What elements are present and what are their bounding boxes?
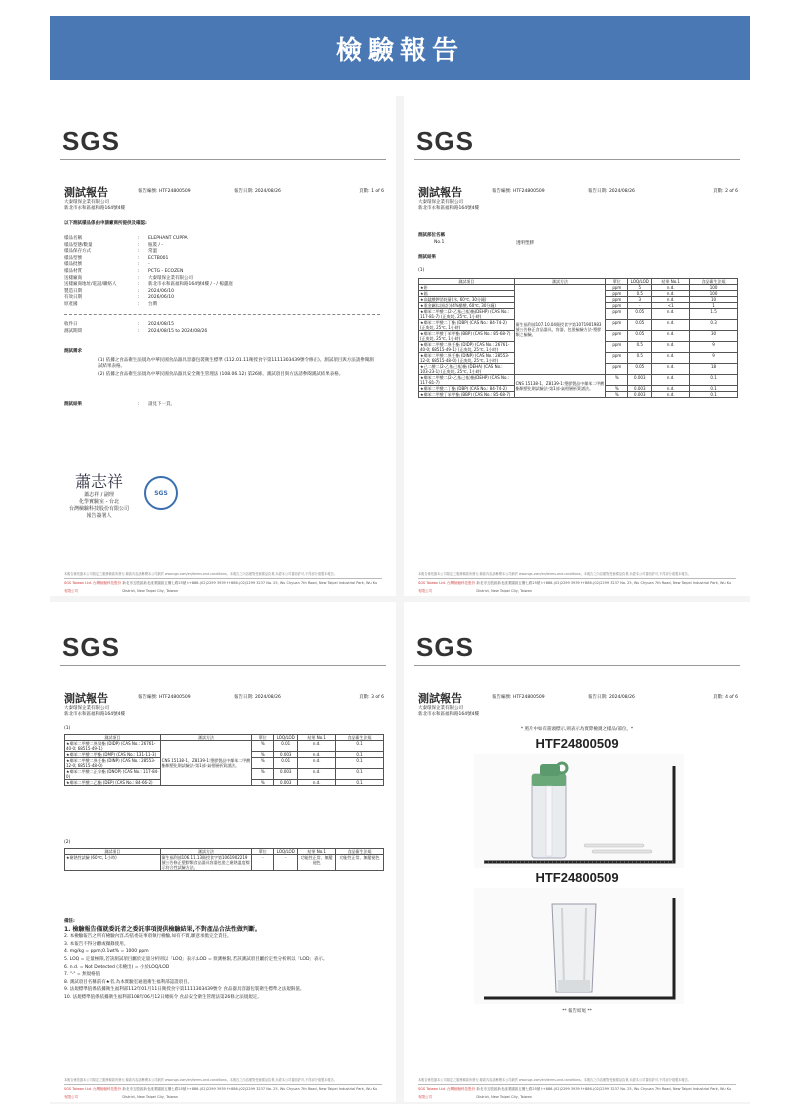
col-header: LOQ/LOD <box>274 849 298 855</box>
cell-result: n.d. <box>652 309 690 320</box>
footer-text: 本報告係依據本公司規定之服務條款所發行,條款內容請參閱本公司網頁 www.sgs.com/en/terms-and-conditions。本報告之內容僅對受檢樣品負責,未經本公司書面許可,不得部分複製本報告。 <box>64 572 337 576</box>
photo-label: HTF24800509 <box>535 870 619 885</box>
result-table <box>418 278 738 398</box>
cell-unit: ppm <box>606 285 628 291</box>
requirement-item: (1) 依據之食品衛生法規為中華民國食品器具容器包裝衛生標準 (112.01.11衛授食字第1111303439號令修正)。測試項目與方法請參閱測試結果表格。 <box>98 358 374 369</box>
footer-company: SGS Taiwan Ltd. 台灣檢驗科技股份有限公司 <box>64 581 122 593</box>
field-label: 樣品保存方式 <box>64 249 91 255</box>
cell-item: ★鄰苯二甲酸丁苯甲酯 (BBP) (CAS No.: 85-68-7) <box>419 392 515 398</box>
cell-unit: % <box>252 752 274 758</box>
part-name: 透明塑膠 <box>516 241 534 246</box>
cell-limit: 100 <box>690 285 738 291</box>
cell-loq: 0.05 <box>628 309 652 320</box>
field-value: 新北市永和區福和路164號4樓 / - / 楊蕙庭 <box>148 282 233 288</box>
field-value: ECTB001 <box>148 255 169 261</box>
cell-unit: ppm <box>606 320 628 331</box>
cell-result: n.d. <box>298 769 336 780</box>
cell-unit: ppm <box>606 364 628 375</box>
cell-item: ★鄰苯二甲酸二異壬酯 (DIDP) (CAS No.: 26761-40-0; 68515-49-1) (正庚烷, 25℃, 1小時) <box>419 342 515 353</box>
report-page-3 <box>50 602 396 1102</box>
report-number: 報告編號: HTF24800509 <box>138 189 191 194</box>
cell-unit: % <box>606 392 628 398</box>
note-item: 1. 檢驗報告僅就委託者之委託事項提供檢驗結果,不對產品合法性做判斷。 <box>64 925 261 933</box>
footer-bar <box>418 1084 736 1099</box>
heat-test-table <box>64 848 384 871</box>
col-header: 測試項目 <box>419 279 515 285</box>
field-value: 常溫 <box>148 249 157 255</box>
sgs-logo: SGS <box>416 126 474 156</box>
col-header: 食品衛生法規 <box>336 849 384 855</box>
cell-method: CNS 15138-1、Z8139-1:塑膠製品中鄰苯二甲酸酯類塑化劑試驗法-第1部-氣相層析質譜法。 <box>160 741 252 786</box>
cell-loq: 3 <box>628 297 652 303</box>
cell-item: ★鄰苯二甲酸二異癸酯 (DIDP) (CAS No.: 26761-40-0; 68515-49-1) <box>65 741 161 752</box>
cell-result: n.d. <box>652 364 690 375</box>
cell-result: n.d. <box>652 386 690 392</box>
field-label: 樣品型態/數量 <box>64 242 93 248</box>
photo-caption: * 照片中如有箭頭標示,則表示為實際檢測之樣品/部位。* <box>520 727 634 732</box>
straw-icon <box>592 850 652 853</box>
cell-loq: 0.003 <box>274 752 298 758</box>
cell-unit: % <box>252 758 274 769</box>
page-number: 頁數: 3 of 6 <box>359 695 384 700</box>
cell-item: ★鄰苯二甲酸二正辛酯 (DNOP) (CAS No.: 117-84-0) <box>66 769 159 779</box>
cell-result: n.d. <box>652 375 690 386</box>
cell-unit: % <box>252 780 274 786</box>
report-sheet <box>50 96 750 1104</box>
cell-item: ★鄰苯二甲酸二丁酯 (DBP) (CAS No.: 84-74-2) <box>419 386 515 392</box>
cell-loq: 0.05 <box>628 364 652 375</box>
cell-limit: 0.1 <box>336 741 384 752</box>
col-header: 測試方法 <box>514 279 606 285</box>
footer-address: 新北市五股區新北產業園區五權七路25號 t+886-(02)2299 3939 f+886-(02)2299 3237 No. 25, Wu Chyuan 7th Road, New Taipei Industrial Park, Wu Ku District, New Taipei City, Taiwan <box>476 1087 732 1099</box>
result-label: 測試結果 <box>418 255 436 260</box>
field-label: 有效日期 <box>64 295 82 301</box>
field-label: 製造日期 <box>64 288 82 294</box>
field-label: 樣品材質 <box>64 268 82 274</box>
cell-item: ★鉛 <box>419 285 515 291</box>
company-name: 大秦環保企業有限公司 <box>418 706 463 711</box>
field-label: 樣品名稱 <box>64 236 82 241</box>
signer-line: 報告簽署人 <box>86 513 112 519</box>
report-date: 報告日期: 2024/08/26 <box>234 695 281 700</box>
footer-bar <box>418 578 736 593</box>
requirement-list <box>98 358 378 378</box>
notes-block <box>64 918 384 1002</box>
report-title: 測試報告 <box>418 186 462 199</box>
cell-unit: % <box>606 375 628 386</box>
report-date: 報告日期: 2024/08/26 <box>234 189 281 194</box>
field-value: - <box>148 262 150 268</box>
table-row <box>65 855 384 871</box>
footer-bar <box>64 1084 382 1099</box>
col-header: 結果 No.1 <box>298 849 336 855</box>
divider <box>414 665 740 666</box>
requirement-item: (2) 依據之食品衛生法規為中華民國食品器具安全衛生管理法 (108.06.12) 第26條。測試項目與方法請參閱測試結果表格。 <box>98 372 344 377</box>
col-header: 食品衛生法規 <box>690 279 738 285</box>
col-header: 結果 No.1 <box>298 735 336 741</box>
cell-result: n.d. <box>298 741 336 752</box>
cell-item: ★鄰苯二甲酸二(2-乙基己基)酯(DEHP) (CAS No.: 117-81-7) <box>419 375 515 386</box>
end-marker: ** 報告結尾 ** <box>562 1009 592 1014</box>
banner-title: 檢驗報告 <box>335 35 464 66</box>
result-line: 測試結果 : 請見下一頁。 <box>64 402 175 407</box>
divider <box>60 159 386 160</box>
col-header: 測試項目 <box>65 735 161 741</box>
report-title: 測試報告 <box>64 186 108 199</box>
requirement-label: 測試需求 <box>64 349 82 354</box>
cell-item: ★重金屬(以鉛計)(4%醋酸, 60℃, 30分鐘) <box>419 303 515 309</box>
page-header <box>418 184 738 198</box>
page-number: 頁數: 2 of 6 <box>713 189 738 194</box>
cell-loq: 0.003 <box>274 769 298 780</box>
cell-item: ★鄰苯二甲酸二異壬酯 (DINP) (CAS No.: 28553-12-0; 68515-48-0) <box>65 758 161 769</box>
company-address: 新北市永和區福和路164號4樓 <box>64 206 125 211</box>
cell-limit: 9 <box>690 342 738 353</box>
field-value: 2026/06/10 <box>148 295 174 301</box>
signature: 蕭志祥 <box>74 472 123 491</box>
footer-text: 本報告係依據本公司規定之服務條款所發行,條款內容請參閱本公司網頁 www.sgs.com/en/terms-and-conditions。本報告之內容僅對受檢樣品負責,未經本公司書面許可,不得部分複製本報告。 <box>64 1078 337 1082</box>
cell-loq: 0.003 <box>628 386 652 392</box>
col-header: 食品衛生法規 <box>336 735 384 741</box>
cell-limit: 0.1 <box>690 392 738 398</box>
cell-limit: 9 <box>690 353 738 364</box>
signature-block <box>64 472 134 520</box>
cell-loq: 0.01 <box>274 741 298 752</box>
report-date: 報告日期: 2024/08/26 <box>588 695 635 700</box>
note-item: 3. 本報告不得分離或擷錄使用。 <box>64 941 129 947</box>
cell-item: ★己二酸二(2-乙基己基)酯 (DEHA) (CAS No.: 103-23-1) (正庚烷, 25℃, 1小時) <box>419 364 515 375</box>
report-number: 報告編號: HTF24800509 <box>492 189 545 194</box>
field-value: 瓶裝 / - <box>148 242 164 248</box>
cell-limit: 功能性正常、無變褪色 <box>336 855 384 871</box>
sgs-logo: SGS <box>62 632 120 662</box>
photo-label: HTF24800509 <box>535 736 619 751</box>
signer-line: 化學實驗室 - 台北 <box>79 499 119 505</box>
sgs-stamp: SGS <box>144 476 178 510</box>
footer-text: 本報告係依據本公司規定之服務條款所發行,條款內容請參閱本公司網頁 www.sgs.com/en/terms-and-conditions。本報告之內容僅對受檢樣品負責,未經本公司書面許可,不得部分複製本報告。 <box>418 1078 691 1082</box>
cell-unit: ppm <box>606 297 628 303</box>
company-info <box>418 706 479 718</box>
cell-unit: ppm <box>606 303 628 309</box>
company-info <box>418 200 479 212</box>
cell-unit: - <box>252 855 274 871</box>
footer-address: 新北市五股區新北產業園區五權七路25號 t+886-(02)2299 3939 f+886-(02)2299 3237 No. 25, Wu Chyuan 7th Road, New Taipei Industrial Park, Wu Ku District, New Taipei City, Taiwan <box>122 1087 378 1099</box>
col-header: LOQ/LOD <box>274 735 298 741</box>
cell-limit: 0.1 <box>336 769 384 780</box>
cell-loq: - <box>628 303 652 309</box>
field-value: 台灣 <box>148 301 157 307</box>
divider <box>60 665 386 666</box>
company-name: 大秦環保企業有限公司 <box>418 200 463 205</box>
cell-item: ★鄰苯二甲酸二甲酯 (DMP) (CAS No.: 131-11-3) <box>65 752 161 758</box>
date-fields: 收件日 : 2024/08/15 測試期間 : 2024/08/15 to 2024/08/26 <box>64 322 208 334</box>
page-number: 頁數: 1 of 6 <box>359 189 384 194</box>
cell-limit: 1 <box>690 303 738 309</box>
result-label: 測試結果 <box>64 402 82 407</box>
field-label: 樣品批號 <box>64 262 82 268</box>
field-value: 2024/08/15 <box>148 322 174 327</box>
signer-line: 台灣檢驗科技股份有限公司 <box>68 506 129 512</box>
cell-result: <1 <box>652 303 690 309</box>
field-label: 送樣廠商地址/電話/聯絡人 <box>64 282 117 288</box>
field-value: ELEPHANT CUPPA <box>148 236 188 241</box>
company-address: 新北市永和區福和路164號4樓 <box>64 712 125 717</box>
note-item: 10. 法規標準值係依據衛生福利部108年06月12日總統令 食品安全衛生管理法第26條之法規規定。 <box>64 994 262 1000</box>
cell-method: 衛生福利部106.11.13衛授食字第1061902219號公告修正塑膠類食品器具容器包裝之耐熱溫度標示符合性試驗方法。 <box>160 855 252 871</box>
cell-loq: 0.003 <box>274 780 298 786</box>
report-page-4 <box>404 602 750 1102</box>
cell-loq: 0.5 <box>628 291 652 297</box>
report-page-1 <box>50 96 396 596</box>
cell-item: ★高錳酸鉀消耗量(水, 60℃, 30分鐘) <box>419 297 515 303</box>
field-value: PCTG - ECOZEN <box>148 268 184 274</box>
note-item: 4. mg/kg = ppm;0.1wt% = 1000 ppm <box>64 949 149 955</box>
cell-unit: ppm <box>606 309 628 320</box>
field-label: 樣品型號 <box>64 255 82 261</box>
field-label: 收件日 <box>64 322 78 327</box>
cell-limit: 0.3 <box>690 320 738 331</box>
cell-result: n.d. <box>652 291 690 297</box>
col-header: 單位 <box>606 279 628 285</box>
note-item: 2. 本檢驗報告之所有檢驗內容,均依委託事項執行檢驗,如有不實,願意承擔完全責任。 <box>64 934 232 940</box>
company-name: 大秦環保企業有限公司 <box>64 200 109 205</box>
cell-method: 衛生福利部107.10.04衛授食字第1071901983號公告修正食品器具、容器、包裝檢驗方法-塑膠類之檢驗。 <box>514 285 606 375</box>
company-name: 大秦環保企業有限公司 <box>64 706 109 711</box>
cell-loq: 0.05 <box>628 320 652 331</box>
cell-loq: 0.01 <box>274 758 298 769</box>
footer-address: 新北市五股區新北產業園區五權七路25號 t+886-(02)2299 3939 f+886-(02)2299 3237 No. 25, Wu Chyuan 7th Road, New Taipei Industrial Park, Wu Ku District, New Taipei City, Taiwan <box>476 581 732 593</box>
report-number: 報告編號: HTF24800509 <box>492 695 545 700</box>
divider <box>414 159 740 160</box>
table-row <box>419 375 738 386</box>
cell-result: n.d. <box>298 780 336 786</box>
report-page-2 <box>404 96 750 596</box>
report-number: 報告編號: HTF24800509 <box>138 695 191 700</box>
cell-limit: 0.1 <box>336 780 384 786</box>
field-label: 原產國 <box>64 301 78 307</box>
cell-limit: 1.5 <box>690 309 738 320</box>
part-label: 測試部位名稱 <box>418 233 445 238</box>
straw-icon <box>584 844 644 847</box>
field-value: 2024/08/15 to 2024/08/26 <box>148 328 208 334</box>
cell-unit: ppm <box>606 331 628 342</box>
cell-result: n.d. <box>652 342 690 353</box>
report-title: 測試報告 <box>418 692 462 705</box>
col-header: 結果 No.1 <box>652 279 690 285</box>
footer-company: SGS Taiwan Ltd. 台灣檢驗科技股份有限公司 <box>64 1087 122 1099</box>
note-item: 5. LOQ = 定量極限,若該測試項目屬於定量分析則以「LOQ」表示;LOD = 偵測極限,若該測試項目屬於定性分析則以「LOD」表示。 <box>64 956 328 962</box>
cell-result: n.d. <box>652 331 690 342</box>
cell-loq: 0.5 <box>628 353 652 364</box>
result-table <box>64 734 384 786</box>
note-item: 6. n.d. = Not Detected (未檢出) = 小於LOQ/LOD <box>64 964 170 970</box>
cell-item: ★鄰苯二甲酸二(2-乙基己基)酯(DEHP) (CAS No.: 117-81-7) (正庚烷, 25℃, 1小時) <box>419 309 515 320</box>
note-item: 9. 法規標準值係依據衛生福利部112年01月11日衛授食字第1111303439號令 食品器具容器包裝衛生標準之法規限值。 <box>64 987 305 993</box>
sgs-logo: SGS <box>62 126 120 156</box>
cell-limit: 30 <box>690 331 738 342</box>
cell-result: n.d. <box>298 752 336 758</box>
notes-label: 備註: <box>64 919 75 924</box>
cell-result: n.d. <box>298 758 336 769</box>
cell-limit: 10 <box>690 297 738 303</box>
footer-text: 本報告係依據本公司規定之服務條款所發行,條款內容請參閱本公司網頁 www.sgs.com/en/terms-and-conditions。本報告之內容僅對受檢樣品負責,未經本公司書面許可,不得部分複製本報告。 <box>418 572 691 576</box>
report-date: 報告日期: 2024/08/26 <box>588 189 635 194</box>
field-value: 大秦環保企業有限公司 <box>148 275 193 281</box>
intro-text: 以下測試樣品係由申請廠商所提供及確認: <box>64 221 147 226</box>
cell-loq: 0.003 <box>628 392 652 398</box>
sub-index: (1) <box>64 726 71 731</box>
cell-result: n.d. <box>652 392 690 398</box>
cell-loq: - <box>274 855 298 871</box>
cell-item: ★耐熱性試驗 (60℃, 1小時) <box>65 855 161 871</box>
page-header <box>64 184 384 198</box>
company-address: 新北市永和區福和路164號4樓 <box>418 206 479 211</box>
page-header <box>418 690 738 704</box>
sample-fields: 樣品名稱 : ELEPHANT CUPPA 樣品型態/數量 : 瓶裝 / - 樣品保存方式 : 常溫 樣品型號 : ECTB001 樣品批號 : - 樣品材質 : PCTG - ECOZEN 送樣廠商 : 大秦環保企業有限公司 送樣廠商地址/電話/聯絡人 : 新北市永和區福和路164號4樓 / - / 楊蕙庭 製造日期 : 2024/06/10 有效日期 : 2026/06/10 原產國 : 台灣 <box>64 236 233 307</box>
cell-unit: % <box>252 769 274 780</box>
company-info <box>64 706 125 718</box>
sample-photo-1 <box>474 754 684 868</box>
sgs-logo: SGS <box>416 632 474 662</box>
page-header <box>64 690 384 704</box>
note-item: 7. "-" = 無規格值 <box>64 972 101 978</box>
report-title: 測試報告 <box>64 692 108 705</box>
cell-limit: 0.1 <box>690 386 738 392</box>
sub-index: (1) <box>418 268 425 273</box>
cell-item: ★鄰苯二甲酸二丁酯 (DBP) (CAS No.: 84-74-2) (正庚烷, 25℃, 1小時) <box>419 320 515 331</box>
bottle-icon <box>532 763 567 858</box>
col-header: 測試項目 <box>65 849 161 855</box>
banner <box>50 16 750 80</box>
cell-result: n.d. <box>652 353 690 364</box>
footer-bar <box>64 578 382 593</box>
page-number: 頁數: 4 of 6 <box>713 695 738 700</box>
cell-loq: 5 <box>628 285 652 291</box>
cell-limit: 0.1 <box>690 375 738 386</box>
signer-line: 蕭志祥 / 副理 <box>84 492 114 498</box>
cell-item: ★鎘 <box>419 291 515 297</box>
cell-method: CNS 15138-1、Z8139-1:塑膠製品中鄰苯二甲酸酯類塑化劑試驗法-第1部-氣相層析質譜法。 <box>514 375 606 398</box>
dashed-divider <box>64 314 380 315</box>
result-value: 請見下一頁。 <box>148 402 175 407</box>
company-info <box>64 200 125 212</box>
footer-company: SGS Taiwan Ltd. 台灣檢驗科技股份有限公司 <box>418 1087 476 1099</box>
cell-limit: 0.1 <box>336 752 384 758</box>
cell-item: ★鄰苯二甲酸二異壬酯 (DINP) (CAS No.: 28553-12-0; 68515-48-0) (正庚烷, 25℃, 1小時) <box>419 353 515 364</box>
cell-unit: ppm <box>606 353 628 364</box>
note-item: 8. 測試項目名稱前有★者,為本實驗室通過衛生福利部認證項目。 <box>64 979 193 985</box>
cell-result: n.d. <box>652 297 690 303</box>
field-value: 2024/06/10 <box>148 288 174 294</box>
cell-loq: 0.003 <box>628 375 652 386</box>
company-address: 新北市永和區福和路164號4樓 <box>418 712 479 717</box>
cell-unit: ppm <box>606 291 628 297</box>
sample-photo-2 <box>474 888 684 1004</box>
col-header: 測試方法 <box>160 735 252 741</box>
cell-item: ★鄰苯二甲酸丁苯甲酯 (BBP) (CAS No.: 85-68-7) (正庚烷, 25℃, 1小時) <box>419 331 515 342</box>
footer-address: 新北市五股區新北產業園區五權七路25號 t+886-(02)2299 3939 f+886-(02)2299 3237 No. 25, Wu Chyuan 7th Road, New Taipei Industrial Park, Wu Ku District, New Taipei City, Taiwan <box>122 581 378 593</box>
table-row <box>65 741 384 752</box>
cell-limit: 18 <box>690 364 738 375</box>
cell-unit: % <box>252 741 274 752</box>
cell-unit: % <box>606 386 628 392</box>
cell-limit: 100 <box>690 291 738 297</box>
footer-company: SGS Taiwan Ltd. 台灣檢驗科技股份有限公司 <box>418 581 476 593</box>
col-header: LOQ/LOD <box>628 279 652 285</box>
cell-unit: ppm <box>606 342 628 353</box>
cell-loq: 0.5 <box>628 342 652 353</box>
field-label: 送樣廠商 <box>64 275 82 281</box>
part-no: No.1 <box>434 240 445 245</box>
cup-icon <box>552 904 596 992</box>
cell-result: n.d. <box>652 320 690 331</box>
field-label: 測試期間 <box>64 328 82 334</box>
col-header: 單位 <box>252 849 274 855</box>
cell-result: 功能性正常、無變褪色 <box>298 855 336 871</box>
cell-result: n.d. <box>652 285 690 291</box>
cell-limit: 0.1 <box>336 758 384 769</box>
cell-loq: 0.05 <box>628 331 652 342</box>
sub-index: (2) <box>64 840 71 845</box>
cell-item: ★鄰苯二甲酸二乙酯 (DEP) (CAS No.: 84-66-2) <box>65 780 161 786</box>
col-header: 單位 <box>252 735 274 741</box>
col-header: 測試方法 <box>160 849 252 855</box>
